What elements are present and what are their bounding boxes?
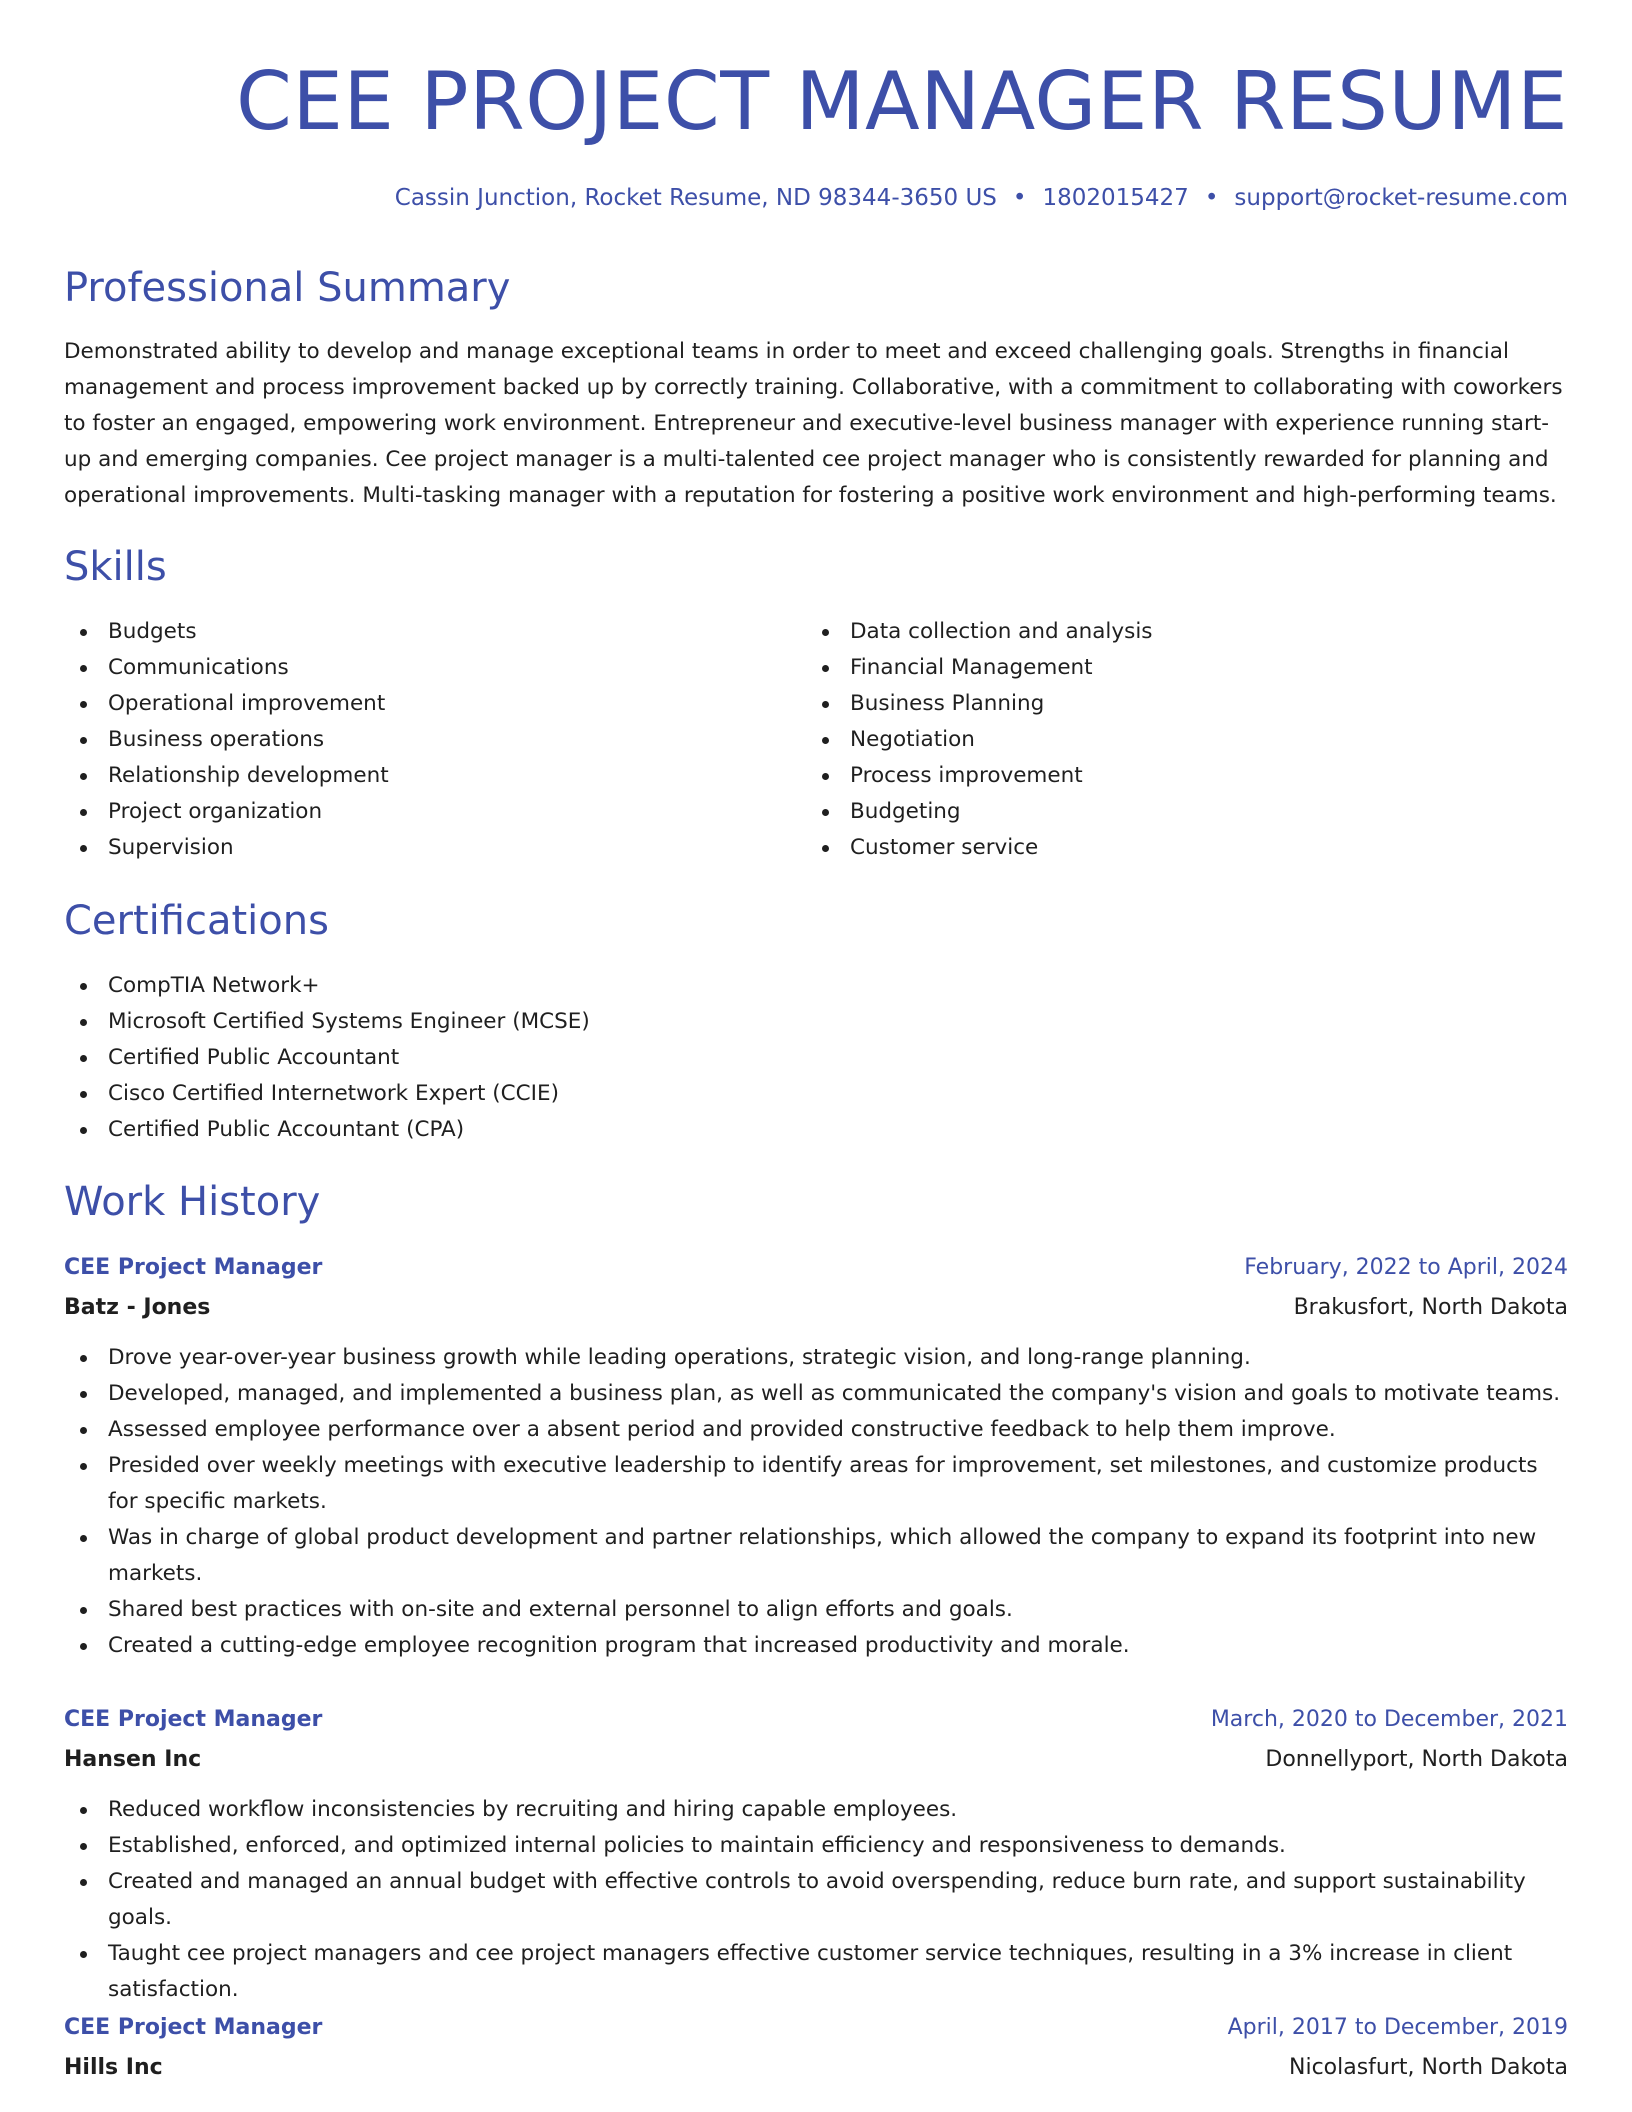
job-bullet: Was in charge of global product development and partner relationships, which allowed the company to expand its footprint into new markets.	[64, 1520, 1568, 1592]
job-entry	[64, 1248, 1568, 1664]
job-bullets	[64, 1792, 1568, 2008]
job-location: Donnellyport, North Dakota	[1265, 1747, 1568, 1772]
certifications-list	[64, 968, 1064, 1148]
certification-item: Cisco Certified Internetwork Expert (CCIE)	[64, 1076, 1064, 1112]
skills-list-left	[64, 614, 804, 866]
job-entry	[64, 1700, 1568, 2008]
job-bullet: Developed, managed, and implemented a business plan, as well as communicated the company's vision and goals to motivate teams.	[64, 1376, 1568, 1412]
skill-item: Business operations	[64, 722, 804, 758]
job-bullet: Reduced workflow inconsistencies by recruiting and hiring capable employees.	[64, 1792, 1568, 1828]
skill-item: Budgets	[64, 614, 804, 650]
work-history-heading: Work History	[64, 1179, 321, 1225]
resume-page	[64, 0, 1568, 2112]
job-header	[64, 2008, 1568, 2048]
skill-item: Supervision	[64, 830, 804, 866]
skill-item: Negotiation	[806, 722, 1546, 758]
job-bullet: Established, enforced, and optimized internal policies to maintain efficiency and responsiveness to demands.	[64, 1828, 1568, 1864]
job-dates: April, 2017 to December, 2019	[1227, 2015, 1568, 2040]
job-company: Batz - Jones	[64, 1295, 211, 1320]
certification-item: Certified Public Accountant (CPA)	[64, 1112, 1064, 1148]
job-header	[64, 1248, 1568, 1288]
job-bullet: Assessed employee performance over a absent period and provided constructive feedback to help them improve.	[64, 1412, 1568, 1448]
skill-item: Financial Management	[806, 650, 1546, 686]
job-bullets	[64, 1340, 1568, 1664]
job-location: Brakusfort, North Dakota	[1293, 1295, 1568, 1320]
certification-item: Microsoft Certified Systems Engineer (MCSE)	[64, 1004, 1064, 1040]
contact-email[interactable]: support@rocket-resume.com	[1234, 185, 1568, 211]
contact-phone: 1802015427	[1042, 185, 1189, 211]
contact-line	[395, 180, 1568, 216]
job-subheader	[64, 1740, 1568, 1780]
contact-separator: •	[1204, 185, 1219, 211]
skill-item: Data collection and analysis	[806, 614, 1546, 650]
summary-heading: Professional Summary	[64, 265, 511, 311]
job-bullet: Taught cee project managers and cee project managers effective customer service techniques, resulting in a 3% increase in client satisfaction.	[64, 1936, 1568, 2008]
job-location: Nicolasfurt, North Dakota	[1289, 2055, 1568, 2080]
skills-list-right	[806, 614, 1546, 866]
job-company: Hansen Inc	[64, 1747, 202, 1772]
skill-item: Customer service	[806, 830, 1546, 866]
skill-item: Communications	[64, 650, 804, 686]
job-dates: March, 2020 to December, 2021	[1210, 1707, 1568, 1732]
certification-item: CompTIA Network+	[64, 968, 1064, 1004]
job-bullet: Drove year-over-year business growth while leading operations, strategic vision, and long-range planning.	[64, 1340, 1568, 1376]
contact-separator: •	[1012, 185, 1027, 211]
job-title: CEE Project Manager	[64, 1255, 323, 1280]
job-bullet: Created and managed an annual budget with effective controls to avoid overspending, reduce burn rate, and support sustainability goals.	[64, 1864, 1568, 1936]
job-subheader	[64, 1288, 1568, 1328]
resume-title: CEE PROJECT MANAGER RESUME	[236, 55, 1568, 148]
job-dates: February, 2022 to April, 2024	[1244, 1255, 1568, 1280]
contact-address: Cassin Junction, Rocket Resume, ND 98344-3650 US	[394, 185, 997, 211]
job-header	[64, 1700, 1568, 1740]
skills-heading: Skills	[64, 544, 167, 590]
summary-text: Demonstrated ability to develop and manage exceptional teams in order to meet and exceed challenging goals. Strengths in financial management and process improvement backed up by correctly training. Collaborative, with a commitment to collaborating with coworkers to foster an engaged, empowering work environment. Entrepreneur and executive-level business manager with experience running start-up and emerging companies. Cee project manager is a multi-talented cee project manager who is consistently rewarded for planning and operational improvements. Multi-tasking manager with a reputation for fostering a positive work environment and high-performing teams.	[64, 339, 1563, 508]
job-entry	[64, 2008, 1568, 2088]
skill-item: Relationship development	[64, 758, 804, 794]
job-title: CEE Project Manager	[64, 2015, 323, 2040]
skill-item: Process improvement	[806, 758, 1546, 794]
certifications-heading: Certifications	[64, 898, 329, 944]
job-title: CEE Project Manager	[64, 1707, 323, 1732]
job-company: Hills Inc	[64, 2055, 163, 2080]
job-bullet: Shared best practices with on-site and external personnel to align efforts and goals.	[64, 1592, 1568, 1628]
skill-item: Project organization	[64, 794, 804, 830]
job-bullet: Created a cutting-edge employee recognition program that increased productivity and morale.	[64, 1628, 1568, 1664]
skill-item: Operational improvement	[64, 686, 804, 722]
skill-item: Budgeting	[806, 794, 1546, 830]
skill-item: Business Planning	[806, 686, 1546, 722]
certification-item: Certified Public Accountant	[64, 1040, 1064, 1076]
job-subheader	[64, 2048, 1568, 2088]
job-bullet: Presided over weekly meetings with executive leadership to identify areas for improvement, set milestones, and customize products for specific markets.	[64, 1448, 1568, 1520]
